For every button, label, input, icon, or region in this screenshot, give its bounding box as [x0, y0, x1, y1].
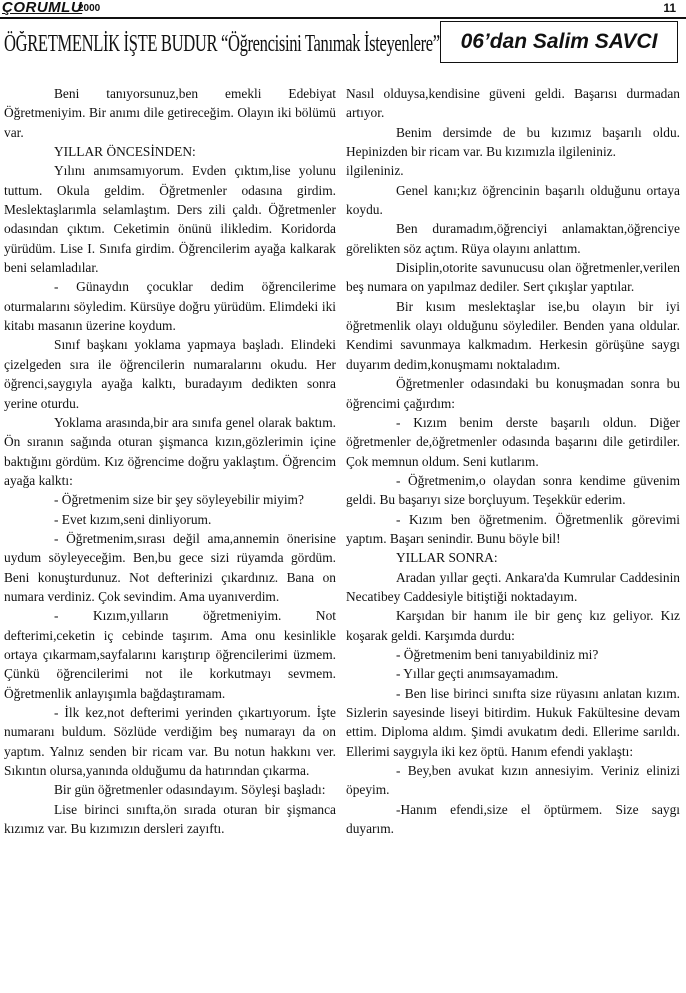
page-header [0, 0, 686, 20]
paragraph: -Hanım efendi,size el öptürmem. Size saygı duyarım. [346, 801, 680, 837]
paragraph: - İlk kez,not defterimi yerinden çıkartıyorum. İşte numaranı buldum. Sözlüde verdiğim beş numarayı da on yaptım. Yalnız senden bir ricam var. Bu notun hakkını ver. Sıkıntın olursa,yanında olduğumu da hatırından çıkarma. [4, 705, 336, 779]
paragraph: Lise birinci sınıfta,ön sırada oturan bir şişmanca kızımız var. Bu kızımızın dersleri zayıftı. [4, 801, 336, 837]
paragraph: Nasıl olduysa,kendisine güveni geldi. Başarısı durmadan artıyor. [346, 86, 680, 121]
right-column [346, 84, 680, 838]
paragraph: Genel kanı;kız öğrencinin başarılı olduğunu ortaya koydu. [346, 182, 680, 218]
paragraph: - Öğretmenim size bir şey söyleyebilir miyim? [54, 492, 304, 508]
section-heading: YILLAR SONRA: [396, 550, 498, 566]
paragraph: Öğretmenler odasındaki bu konuşmadan sonra bu öğrencimi çağırdım: [346, 376, 680, 411]
article-title: ÖĞRETMENLİK İŞTE BUDUR “Öğrencisini Tanımak İsteyenlere” [4, 31, 440, 57]
masthead: ÇORUMLU [2, 0, 83, 16]
paragraph: - Kızım ben öğretmenim. Öğretmenlik görevimi yaptım. Başarı senindir. Bunu böyle bil! [346, 511, 680, 546]
paragraph: Benim dersimde de bu kızımız başarılı oldu. Hepinizden bir ricam var. Bu kızımızla ilgileniniz. [346, 124, 680, 160]
paragraph: - Yıllar geçti anımsayamadım. [396, 666, 559, 682]
page-number: 11 [663, 1, 676, 15]
paragraph: Aradan yıllar geçti. Ankara'da Kumrular Caddesinin Necatibey Caddesiyle bitiştiği noktadayım. [346, 569, 680, 604]
paragraph: Bir gün öğretmenler odasındayım. Söyleşi başladı: [54, 782, 326, 798]
paragraph: Ben duramadım,öğrenciyi anlamaktan,öğrenciye görelikten söz açtım. Rüya olayını anlattım. [346, 221, 680, 256]
left-column [4, 84, 336, 838]
paragraph: - Öğretmenim beni tanıyabildiniz mi? [396, 646, 599, 662]
paragraph: - Evet kızım,seni dinliyorum. [54, 511, 212, 527]
paragraph: Bir kısım meslektaşlar ise,bu olayın bir iyi öğretmenlik olayı olduğunu söylediler. Benden yana oldular. Kendimi savunmaya kalkmadım. Herkesin görüşüne saygı duyarım dedim,konuşmamı noktaladım. [346, 298, 680, 372]
paragraph: Disiplin,otorite savunucusu olan öğretmenler,verilen beş numara on yapılmaz dediler. Sert çıkışlar yaptılar. [346, 260, 680, 295]
paragraph: - Günaydın çocuklar dedim öğrencilerime oturmalarını söyledim. Kürsüye doğru yürüdüm. Elimdeki iki kitabı masanın üzerine koydum. [4, 279, 336, 334]
paragraph: - Kızım benim derste başarılı oldun. Diğer öğretmenler de,öğretmenler odasında başarını dile getirdiler. Çok memnun oldum. Seni kutlarım. [346, 414, 680, 469]
paragraph: Beni tanıyorsunuz,ben emekli Edebiyat Öğretmeniyim. Bir anımı dile getireceğim. Olayın iki bölümü var. [4, 86, 336, 140]
paragraph: - Kızım,yılların öğretmeniyim. Not defterimi,ceketin iç cebinde taşırım. Ama onu kesinlikle ortaya çıkarmam,sayfalarını karıştırıp öğrencilerimi üzmem. Çünkü öğrencilerimi not ile korkutmayı sevmem. Öğretmenlik anlayışımla bağdaştıramam. [4, 608, 336, 701]
paragraph: - Öğretmenim,o olaydan sonra kendime güvenim geldi. Bu başarıyı size borçluyum. Teşekkür ederim. [346, 472, 680, 508]
paragraph: - Bey,ben avukat kızın annesiyim. Veriniz elinizi öpeyim. [346, 763, 680, 798]
paragraph: - Öğretmenim,sırası değil ama,annemin önerisine uydum söyleyeceğim. Ben,bu gece sizi rüyamda gördüm. Beni konuşturdunuz. Not defterinizi çıkardınız. Bana on numara verdiniz. Çok sevindim. Ama uyanıverdim. [4, 530, 336, 604]
paragraph: Yoklama arasında,bir ara sınıfa genel olarak baktım. Ön sıranın sağında oturan şişmanca kızın,gözlerimin içine baktığını gördüm. Kız öğrencime doğru yaklaştım. Öğrencim ayağa kalktı: [4, 414, 336, 488]
paragraph: - Ben lise birinci sınıfta size rüyasını anlatan kızım. Sizlerin sayesinde liseyi bitirdim. Hukuk Fakültesine devam ettim. Diploma aldım. Şimdi avukatım dedi. Ellerime sarıldı. Ellerimi saygıyla iki kez öptü. Hanım efendi yaklaştı: [346, 685, 680, 759]
header-rule [0, 17, 686, 19]
issue-year: 2000 [78, 3, 101, 14]
author-box: 06’dan Salim SAVCI [440, 21, 678, 63]
paragraph: Karşıdan bir hanım ile bir genç kız geliyor. Kız koşarak geldi. Karşımda durdu: [346, 608, 680, 643]
paragraph: ilgileniniz. [346, 163, 404, 179]
paragraph: Sınıf başkanı yoklama yapmaya başladı. Elindeki çizelgeden sıra ile öğrencilerin numaralarını okudu. Her öğrenci,saygıyla ayağa kalktı, buradayım dedikten sonra yerine oturdu. [4, 337, 336, 411]
section-heading: YILLAR ÖNCESİNDEN: [54, 144, 196, 160]
paragraph: Yılını anımsamıyorum. Evden çıktım,lise yolunu tuttum. Okula geldim. Öğretmenler odasına girdim. Meslektaşlarımla selamlaştım. Ders zili çaldı. Öğretmenler odasından çıktım. Ceketimin önünü ilikledim. Koridorda yürüdüm. Lise I. Sınıfa girdim. Öğrencilerim ayağa kalkarak beni selamladılar. [4, 163, 336, 276]
